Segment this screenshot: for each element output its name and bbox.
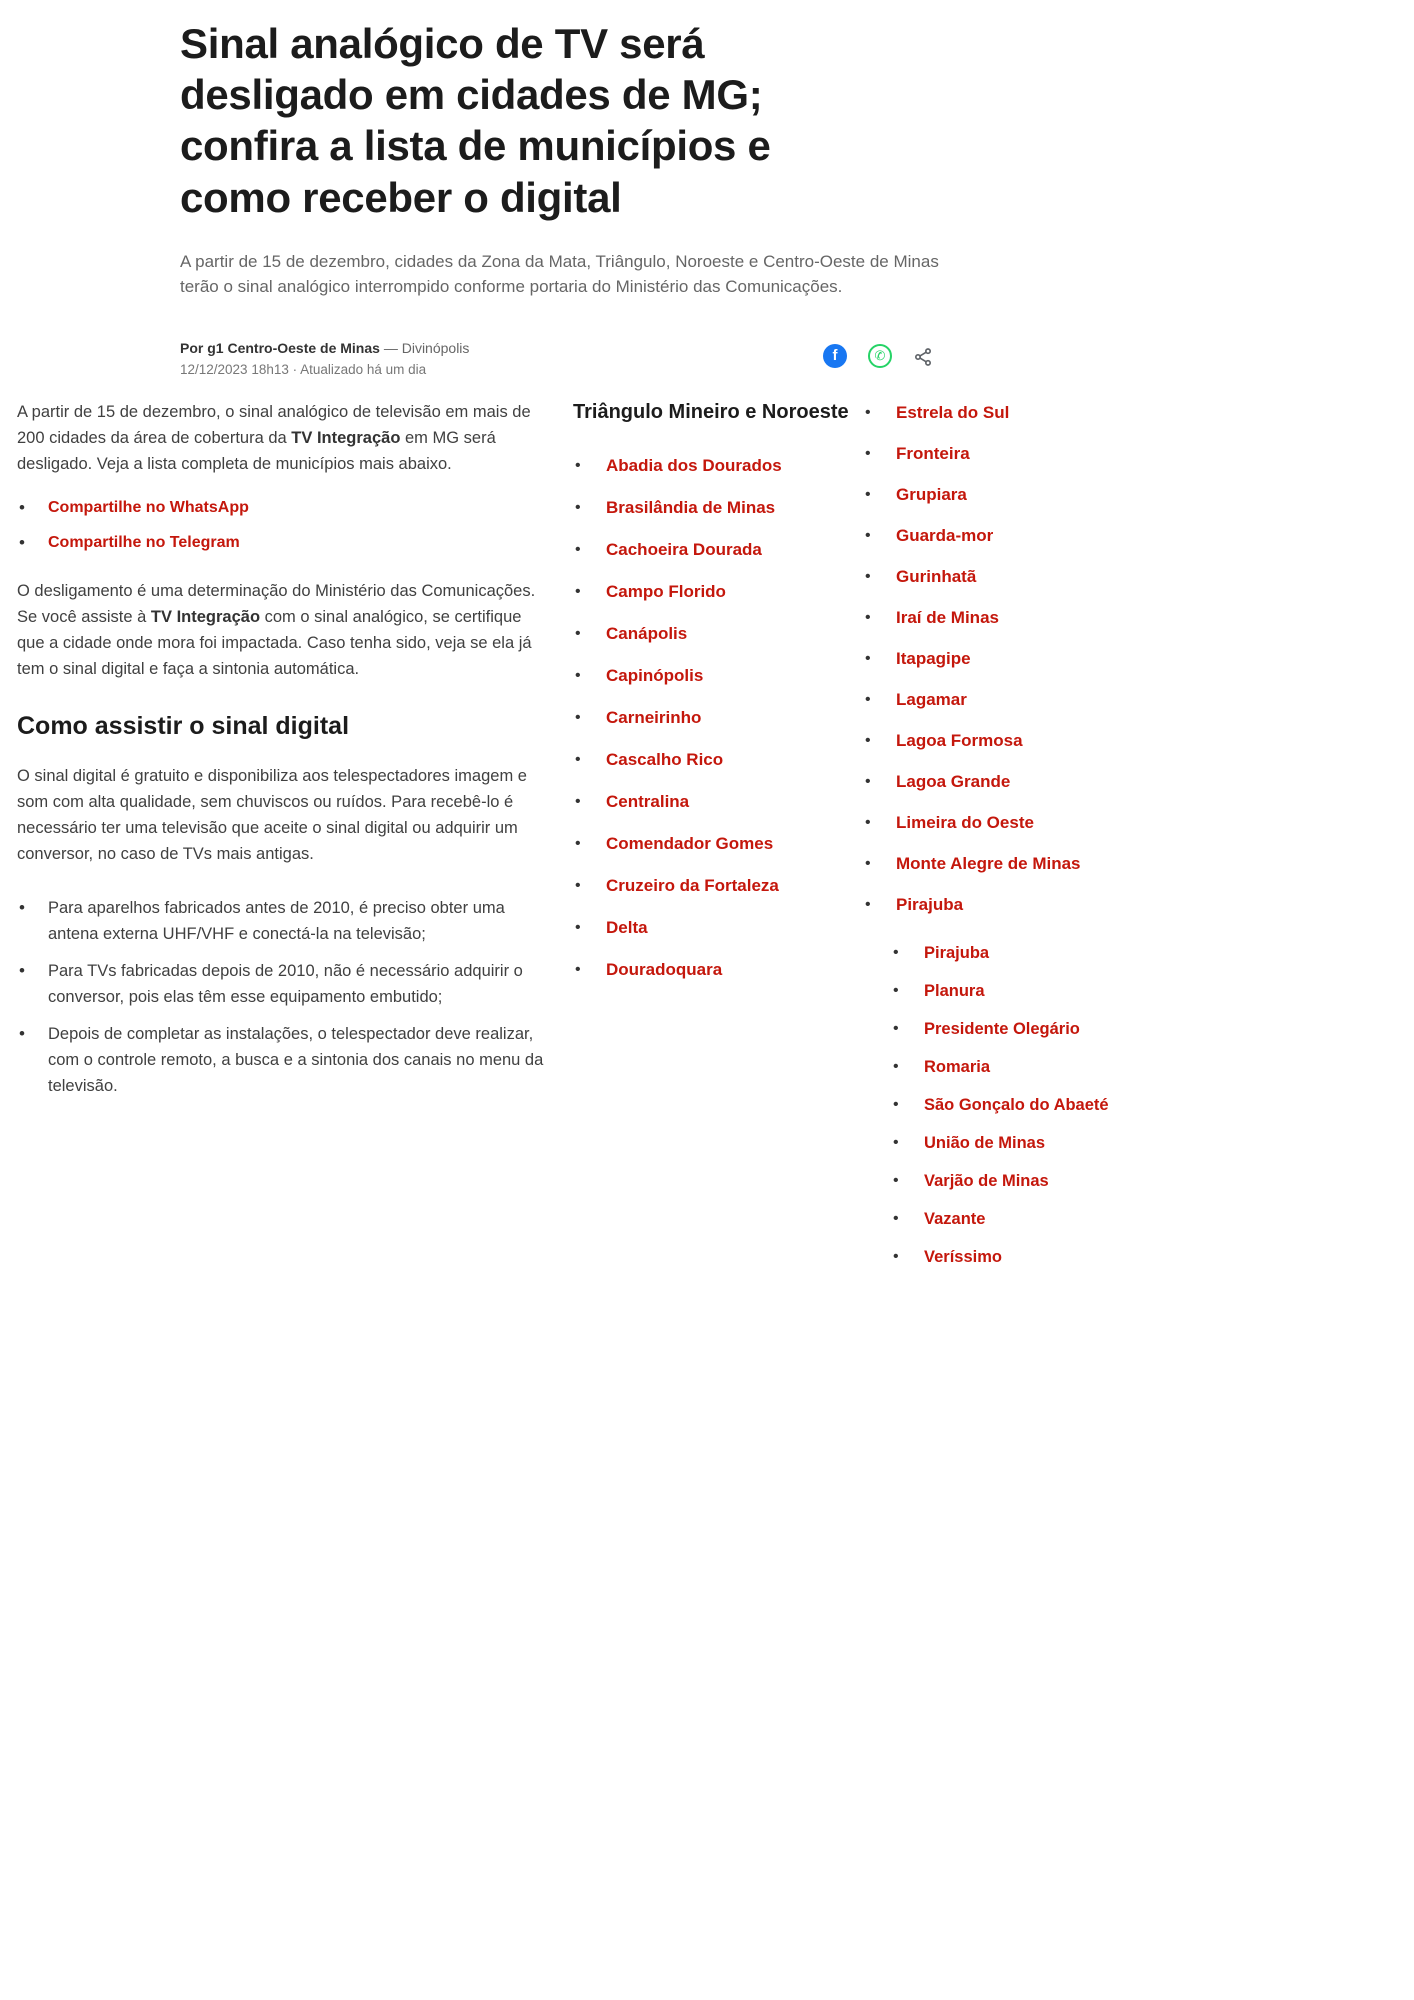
facebook-share-icon[interactable]: f <box>823 344 847 368</box>
city-link[interactable]: • Guarda-mor <box>863 522 1133 549</box>
paragraph-segment: O desligamento é uma determinação do Ministério das Comunicações. Se você assiste à <box>17 581 536 626</box>
city-link[interactable]: • Cruzeiro da Fortaleza <box>573 872 855 899</box>
city-link[interactable]: • Presidente Olegário <box>891 1017 1133 1041</box>
tv-integracao-bold: TV Integração <box>291 428 401 447</box>
city-link[interactable]: • Itapagipe <box>863 645 1133 672</box>
city-link[interactable]: • Grupiara <box>863 481 1133 508</box>
article-header <box>0 0 945 377</box>
city-link[interactable]: • Limeira do Oeste <box>863 809 1133 836</box>
city-link[interactable]: • Cascalho Rico <box>573 746 855 773</box>
city-link[interactable]: • Fronteira <box>863 440 1133 467</box>
page-title: Sinal analógico de TV será desligado em cidades de MG; confira a lista de municípios e como receber o digital <box>180 20 771 221</box>
article-columns <box>0 399 1414 1283</box>
city-link[interactable]: • Delta <box>573 914 855 941</box>
article-subtitle: A partir de 15 de dezembro, cidades da Zona da Mata, Triângulo, Noroeste e Centro-Oeste de Minas terão o sinal analógico interrompido conforme portaria do Ministério das Comunicações. <box>180 251 939 297</box>
city-link[interactable]: • Estrela do Sul <box>863 399 1133 426</box>
city-link[interactable]: • Pirajuba <box>863 891 1133 918</box>
city-link[interactable]: • Carneirinho <box>573 704 855 731</box>
publish-date: 12/12/2023 18h13 · Atualizado há um dia <box>180 361 427 377</box>
city-link[interactable]: • Campo Florido <box>573 578 855 605</box>
city-link[interactable]: • Capinópolis <box>573 662 855 689</box>
city-link[interactable]: • Abadia dos Dourados <box>573 452 855 479</box>
byline <box>180 340 469 356</box>
city-list-column-1 <box>573 399 855 1283</box>
instruction-item: • Para TVs fabricadas depois de 2010, não é necessário adquirir o conversor, pois elas têm esse equipamento embutido; <box>17 958 547 1010</box>
whatsapp-share-link[interactable]: Compartilhe no WhatsApp <box>48 498 249 516</box>
city-link[interactable]: • Comendador Gomes <box>573 830 855 857</box>
city-link[interactable]: • Monte Alegre de Minas <box>863 850 1133 877</box>
telegram-share-link[interactable]: Compartilhe no Telegram <box>48 533 240 551</box>
paragraph-segment: em MG será desligado. Veja a lista completa de municípios mais abaixo. <box>17 428 496 473</box>
city-link[interactable]: • Lagoa Grande <box>863 768 1133 795</box>
city-link[interactable]: • Brasilândia de Minas <box>573 494 855 521</box>
list-item <box>17 534 547 552</box>
share-icon[interactable] <box>913 347 933 367</box>
city-link[interactable]: • Cachoeira Dourada <box>573 536 855 563</box>
city-link[interactable]: • Lagamar <box>863 686 1133 713</box>
city-list-column-2 <box>863 399 1133 1283</box>
instruction-item: • Para aparelhos fabricados antes de 2010, é preciso obter uma antena externa UHF/VHF e conectá-la na televisão; <box>17 895 547 947</box>
byline-location: — Divinópolis <box>379 339 470 356</box>
list-item <box>17 499 547 517</box>
city-link[interactable]: • Gurinhatã <box>863 563 1133 590</box>
instruction-item: • Depois de completar as instalações, o telespectador deve realizar, com o controle remoto, a busca e a sintonia dos canais no menu da televisão. <box>17 1021 547 1099</box>
city-link[interactable]: • Pirajuba <box>891 941 1133 965</box>
byline-row <box>180 340 933 377</box>
share-link-list <box>17 499 547 552</box>
section-heading-digital-signal: Como assistir o sinal digital <box>17 711 350 740</box>
city-list-heading: Triângulo Mineiro e Noroeste <box>573 400 849 423</box>
city-link[interactable]: • Centralina <box>573 788 855 815</box>
byline-author: Por g1 Centro-Oeste de Minas <box>180 339 380 356</box>
paragraph-segment: A partir de 15 de dezembro, o sinal analógico de televisão em mais de 200 cidades da área de cobertura da <box>17 402 531 447</box>
tv-integracao-bold: TV Integração <box>150 607 261 626</box>
paragraph-segment: com o sinal analógico, se certifique que a cidade onde mora foi impactada. Caso tenha sido, veja se ela já tem o sinal digital e faça a sintonia automática. <box>17 607 532 678</box>
article-body-column <box>17 399 547 1283</box>
city-sub-list <box>891 941 1133 1269</box>
intro-paragraph <box>17 399 547 477</box>
city-link[interactable]: • União de Minas <box>891 1131 1133 1155</box>
city-list-2 <box>863 399 1133 918</box>
byline-block <box>180 340 469 377</box>
city-link[interactable]: • Vazante <box>891 1207 1133 1231</box>
city-link[interactable]: • Romaria <box>891 1055 1133 1079</box>
instruction-list <box>17 895 547 1099</box>
city-link[interactable]: • Canápolis <box>573 620 855 647</box>
share-bar <box>823 344 933 368</box>
digital-signal-paragraph: O sinal digital é gratuito e disponibiliza aos telespectadores imagem e som com alta qualidade, sem chuviscos ou ruídos. Para recebê-lo é necessário ter uma televisão que aceite o sinal digital ou adquirir um conversor, no caso de TVs mais antigas. <box>17 766 527 863</box>
city-link[interactable]: • Varjão de Minas <box>891 1169 1133 1193</box>
city-link[interactable]: • São Gonçalo do Abaeté <box>891 1093 1133 1117</box>
city-list-1 <box>573 452 855 983</box>
city-link[interactable]: • Veríssimo <box>891 1245 1133 1269</box>
city-link[interactable]: • Lagoa Formosa <box>863 727 1133 754</box>
city-link[interactable]: • Douradoquara <box>573 956 855 983</box>
city-link[interactable]: • Planura <box>891 979 1133 1003</box>
whatsapp-share-icon[interactable]: ✆ <box>868 344 892 368</box>
city-link[interactable]: • Iraí de Minas <box>863 604 1133 631</box>
second-paragraph <box>17 578 547 682</box>
